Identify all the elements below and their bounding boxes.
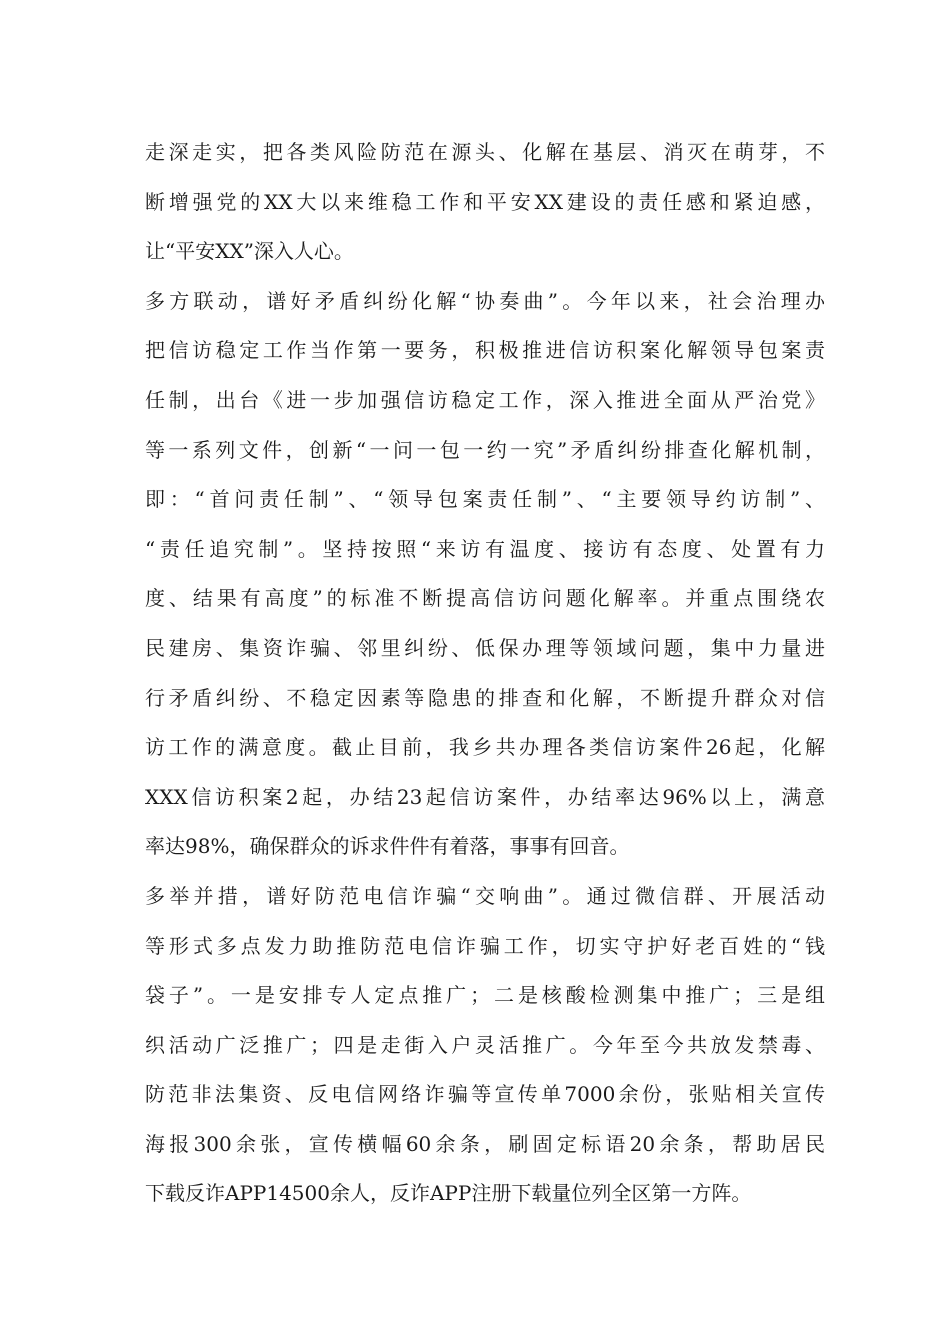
text-line: “责任追究制”。坚持按照“来访有温度、接访有态度、处置有力	[145, 536, 825, 561]
text-line: 等形式多点发力助推防范电信诈骗工作，切实守护好老百姓的“钱	[145, 933, 825, 958]
text-line: 行矛盾纠纷、不稳定因素等隐患的排查和化解，不断提升群众对信	[145, 685, 825, 710]
text-line: 民建房、集资诈骗、邻里纠纷、低保办理等领域问题，集中力量进	[145, 635, 825, 660]
text-line: 走深走实，把各类风险防范在源头、化解在基层、消灭在萌芽，不	[145, 140, 825, 164]
text-line: 多举并措，谱好防范电信诈骗“交响曲”。通过微信群、开展活动	[145, 883, 825, 908]
paragraph-fraud-prevention	[145, 872, 825, 1219]
text-line: 海报300余张，宣传横幅60余条，刷固定标语20余条，帮助居民	[145, 1131, 825, 1156]
text-line: 等一系列文件，创新“一问一包一约一究”矛盾纠纷排查化解机制，	[145, 437, 825, 462]
text-line: 袋子”。一是安排专人定点推广；二是核酸检测集中推广；三是组	[145, 983, 825, 1008]
document-body	[145, 128, 825, 1219]
text-line: 防范非法集资、反电信网络诈骗等宣传单7000余份，张贴相关宣传	[145, 1082, 825, 1107]
paragraph-dispute-resolution	[145, 277, 825, 872]
text-line: 下载反诈APP14500余人，反诈APP注册下载量位列全区第一方阵。	[145, 1181, 752, 1206]
text-line: 度、结果有高度”的标准不断提高信访问题化解率。并重点围绕农	[145, 586, 825, 611]
paragraph-risk-prevention	[145, 128, 825, 277]
text-line: 织活动广泛推广；四是走街入户灵活推广。今年至今共放发禁毒、	[145, 1032, 825, 1057]
text-line: XXX信访积案2起，办结23起信访案件，办结率达96%以上，满意	[145, 784, 825, 809]
text-line: 即：“首问责任制”、“领导包案责任制”、“主要领导约访制”、	[145, 487, 825, 512]
text-line: 让“平安XX”深入人心。	[145, 239, 354, 264]
text-line: 率达98%，确保群众的诉求件件有着落，事事有回音。	[145, 834, 630, 859]
text-line: 把信访稳定工作当作第一要务，积极推进信访积案化解领导包案责	[145, 338, 825, 363]
text-line: 访工作的满意度。截止目前，我乡共办理各类信访案件26起，化解	[145, 735, 825, 760]
text-line: 任制，出台《进一步加强信访稳定工作，深入推进全面从严治党》	[145, 387, 825, 412]
text-line: 断增强党的XX大以来维稳工作和平安XX建设的责任感和紧迫感，	[145, 189, 825, 214]
text-line: 多方联动，谱好矛盾纠纷化解“协奏曲”。今年以来，社会治理办	[145, 288, 825, 313]
